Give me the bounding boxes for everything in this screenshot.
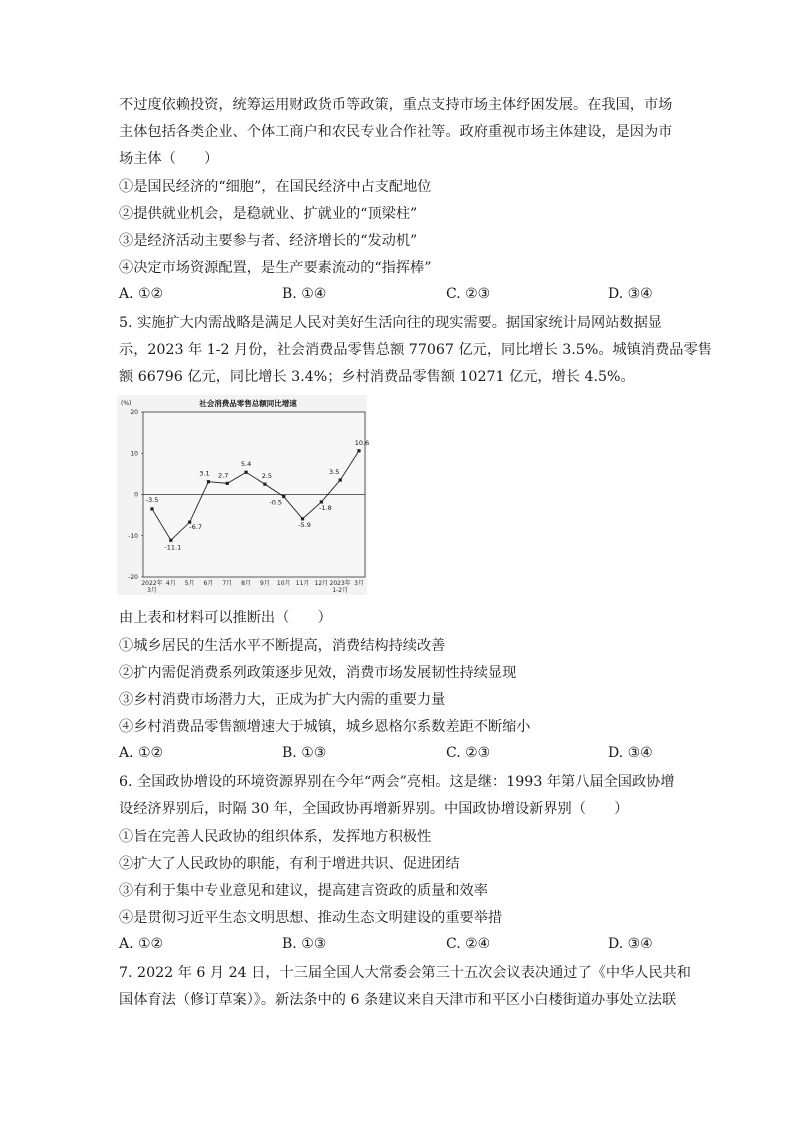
q4-statement-4: ④决定市场资源配置，是生产要素流动的“指挥棒” <box>119 260 432 276</box>
data-label: -6.7 <box>189 523 202 532</box>
q4-option-c[interactable]: C. ②③ <box>446 286 491 302</box>
data-label: 2.7 <box>218 471 229 480</box>
q4-option-a[interactable]: A. ①② <box>119 286 164 302</box>
x-tick-label: 8月 <box>241 580 252 587</box>
q4-stem-line-1: 不过度依赖投资，统筹运用财政货币等政策，重点支持市场主体纾困发展。在我国，市场 <box>119 97 673 113</box>
y-tick-label: 0 <box>134 491 138 499</box>
q5-statement-4: ④乡村消费品零售额增速大于城镇，城乡恩格尔系数差距不断缩小 <box>119 719 531 735</box>
data-label: -1.8 <box>319 503 332 512</box>
data-label: -0.5 <box>269 498 283 507</box>
y-tick-label: 10 <box>130 450 138 458</box>
chart-title: 社会消费品零售总额同比增速 <box>199 399 297 408</box>
line-chart-svg <box>117 395 370 595</box>
q6-statement-1: ①旨在完善人民政协的组织体系，发挥地方积极性 <box>119 829 432 845</box>
q5-stem-line-3: 额 66796 亿元，同比增长 3.4%；乡村消费品零售额 10271 亿元，增长 4.5%。 <box>119 369 635 385</box>
x-tick-label: 2022年 3月 <box>141 580 163 594</box>
q6-statement-3: ③有利于集中专业意见和建议，提高建言资政的质量和效率 <box>119 883 488 899</box>
q6-option-d[interactable]: D. ③④ <box>608 936 653 952</box>
q6-option-c[interactable]: C. ②④ <box>446 936 491 952</box>
q5-stem-line-2: 示，2023 年 1-2 月份，社会消费品零售总额 77067 亿元，同比增长 3.5%。城镇消费品零售 <box>119 342 712 358</box>
x-tick-label: 4月 <box>165 580 176 587</box>
q5-statement-3: ③乡村消费市场潜力大，正成为扩大内需的重要力量 <box>119 692 446 708</box>
data-label: -3.5 <box>145 495 159 504</box>
data-label: 3.5 <box>329 468 340 477</box>
data-point <box>207 480 210 483</box>
data-point <box>169 539 172 542</box>
x-tick-label: 12月 <box>314 580 329 587</box>
q5-question-stem: 由上表和材料可以推断出（ ） <box>119 610 332 626</box>
q4-option-b[interactable]: B. ①④ <box>282 286 327 302</box>
x-tick-label: 11月 <box>295 580 310 587</box>
consumer-retail-growth-chart <box>117 395 370 595</box>
q5-options <box>119 745 679 765</box>
y-tick-label: -10 <box>128 532 138 540</box>
data-label: -5.9 <box>298 520 311 529</box>
data-point <box>263 483 266 486</box>
q7-stem-line-2: 国体育法（修订草案）》。新法条中的 6 条建议来自天津市和平区小白楼街道办事处立法联 <box>119 992 677 1008</box>
q4-statement-2: ②提供就业机会，是稳就业、扩就业的“顶梁柱” <box>119 206 418 222</box>
q4-option-d[interactable]: D. ③④ <box>608 286 653 302</box>
y-axis-unit-label: (%) <box>121 400 132 407</box>
x-tick-label: 3月 <box>354 580 364 587</box>
x-tick-label: 6月 <box>203 580 214 587</box>
q6-option-a[interactable]: A. ①② <box>119 936 164 952</box>
q4-stem-line-3: 场主体（ ） <box>119 151 219 167</box>
q4-statement-3: ③是经济活动主要参与者、经济增长的“发动机” <box>119 233 418 249</box>
data-label: 5.4 <box>240 460 252 469</box>
data-point <box>226 482 229 485</box>
q5-statement-1: ①城乡居民的生活水平不断提高，消费结构持续改善 <box>119 638 446 654</box>
q6-stem-line-2: 设经济界别后，时隔 30 年，全国政协再增新界别。中国政协增设新界别（ ） <box>119 801 629 817</box>
q6-option-b[interactable]: B. ①③ <box>282 936 327 952</box>
q5-stem-line-1: 5. 实施扩大内需战略是满足人民对美好生活向往的现实需要。据国家统计局网站数据显 <box>119 315 662 331</box>
data-point <box>282 495 285 498</box>
x-tick-label: 5月 <box>184 580 195 587</box>
q6-options <box>119 936 679 956</box>
q4-stem-line-2: 主体包括各类企业、个体工商户和农民专业合作社等。政府重视市场主体建设，是因为市 <box>119 124 673 140</box>
q5-statement-2: ②扩内需促消费系列政策逐步见效，消费市场发展韧性持续显现 <box>119 665 517 681</box>
q7-stem-line-1: 7. 2022 年 6 月 24 日，十三届全国人大常委会第三十五次会议表决通过了《中华人民共和 <box>119 965 691 981</box>
q6-statement-4: ④是贯彻习近平生态文明思想、推动生态文明建设的重要举措 <box>119 910 503 926</box>
q6-statement-2: ②扩大了人民政协的职能，有利于增进共识、促进团结 <box>119 856 460 872</box>
q5-option-a[interactable]: A. ①② <box>119 745 164 761</box>
y-tick-label: -20 <box>128 574 138 581</box>
data-point <box>339 478 342 481</box>
data-label: 2.5 <box>261 472 273 481</box>
data-label: 10.6 <box>354 438 370 447</box>
x-tick-label: 9月 <box>259 580 270 587</box>
q4-statement-1: ①是国民经济的“细胞”，在国民经济中占支配地位 <box>119 179 432 195</box>
data-point <box>244 471 247 474</box>
q6-stem-line-1: 6. 全国政协增设的环境资源界别在今年“两会”亮相。这是继：1993 年第八届全国政协增 <box>119 774 675 790</box>
q4-options <box>119 286 679 306</box>
data-point <box>357 449 360 452</box>
data-label: 3.1 <box>199 469 210 478</box>
x-tick-label: 7月 <box>222 580 233 587</box>
q5-option-b[interactable]: B. ①③ <box>282 745 327 761</box>
y-tick-label: 20 <box>130 409 138 416</box>
data-point <box>150 507 153 510</box>
data-label: -11.1 <box>164 543 182 552</box>
x-tick-label: 10月 <box>276 580 291 587</box>
x-tick-label: 2023年 1-2月 <box>329 580 351 594</box>
q5-option-c[interactable]: C. ②③ <box>446 745 491 761</box>
q5-option-d[interactable]: D. ③④ <box>608 745 653 761</box>
